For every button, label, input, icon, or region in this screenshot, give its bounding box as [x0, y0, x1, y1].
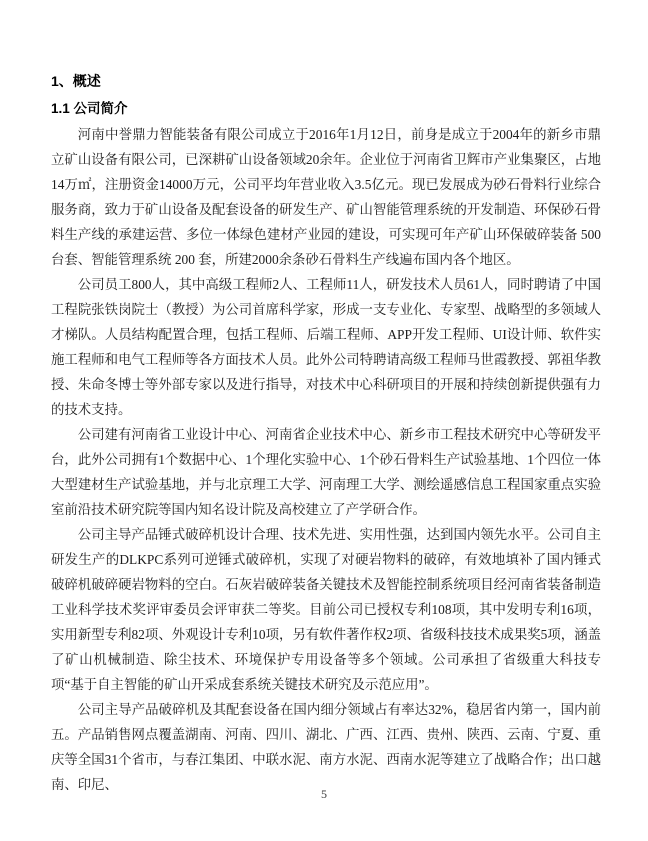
paragraph-products-patents: 公司主导产品锤式破碎机设计合理、技术先进、实用性强，达到国内领先水平。公司自主研发生产的DLKPC系列可逆锤式破碎机，实现了对硬岩物料的破碎，有效地填补了国内锤式破碎机破碎硬岩物料的空白。石灰岩破碎装备关键技术及智能控制系统项目经河南省装备制造工业科学技术奖评审委员会评审获二等奖。目前公司已授权专利108项，其中发明专利16项，实用新型专利82项、外观设计专利10项，另有软件著作权2项、省级科技技术成果奖5项，涵盖了矿山机械制造、除尘技术、环境保护专用设备等多个领域。公司承担了省级重大科技专项“基于自主智能的矿山开采成套系统关键技术研究及示范应用”。 — [51, 527, 601, 692]
paragraph-rd-platforms: 公司建有河南省工业设计中心、河南省企业技术中心、新乡市工程技术研究中心等研发平台，此外公司拥有1个数据中心、1个理化实验中心、1个砂石骨料生产试验基地、1个四位一体大型建材生产试验基地，并与北京理工大学、河南理工大学、测绘遥感信息工程国家重点实验室前沿技术研究院等国内知名设计院及高校建立了产学研合作。 — [51, 427, 601, 517]
paragraph-market-share: 公司主导产品破碎机及其配套设备在国内细分领域占有率达32%，稳居省内第一，国内前五。产品销售网点覆盖湖南、河南、四川、湖北、广西、江西、贵州、陕西、云南、宁夏、重庆等全国31个省市，与春江集团、中联水泥、南方水泥、西南水泥等建立了战略合作；出口越南、印尼、 — [51, 702, 601, 792]
page-content — [51, 68, 601, 797]
subsection-heading: 1.1 公司简介 — [51, 101, 128, 116]
page-number: 5 — [321, 787, 327, 801]
paragraph-company-intro: 河南中誉鼎力智能装备有限公司成立于2016年1月12日，前身是成立于2004年的新乡市鼎立矿山设备有限公司，已深耕矿山设备领域20余年。企业位于河南省卫辉市产业集聚区，占地14万㎡，注册资金14000万元，公司平均年营业收入3.5亿元。现已发展成为砂石骨料行业综合服务商，致力于矿山设备及配套设备的研发生产、矿山智能管理系统的开发制造、环保砂石骨料生产线的承建运营、多位一体绿色建材产业园的建设，可实现可年产矿山环保破碎装备 500 台套、智能管理系统 200 套，所建2000余条砂石骨料生产线遍布国内各个地区。 — [51, 127, 601, 267]
section-heading: 1、概述 — [51, 73, 101, 89]
paragraph-staff: 公司员工800人，其中高级工程师2人、工程师11人，研发技术人员61人，同时聘请了中国工程院张铁岗院士（教授）为公司首席科学家，形成一支专业化、专家型、战略型的多领域人才梯队。人员结构配置合理，包括工程师、后端工程师、APP开发工程师、UI设计师、软件实施工程师和电气工程师等各方面技术人员。此外公司特聘请高级工程师马世霞教授、郭祖华教授、朱命冬博士等外部专家以及进行指导，对技术中心科研项目的开展和持续创新提供强有力的技术支持。 — [51, 277, 601, 417]
